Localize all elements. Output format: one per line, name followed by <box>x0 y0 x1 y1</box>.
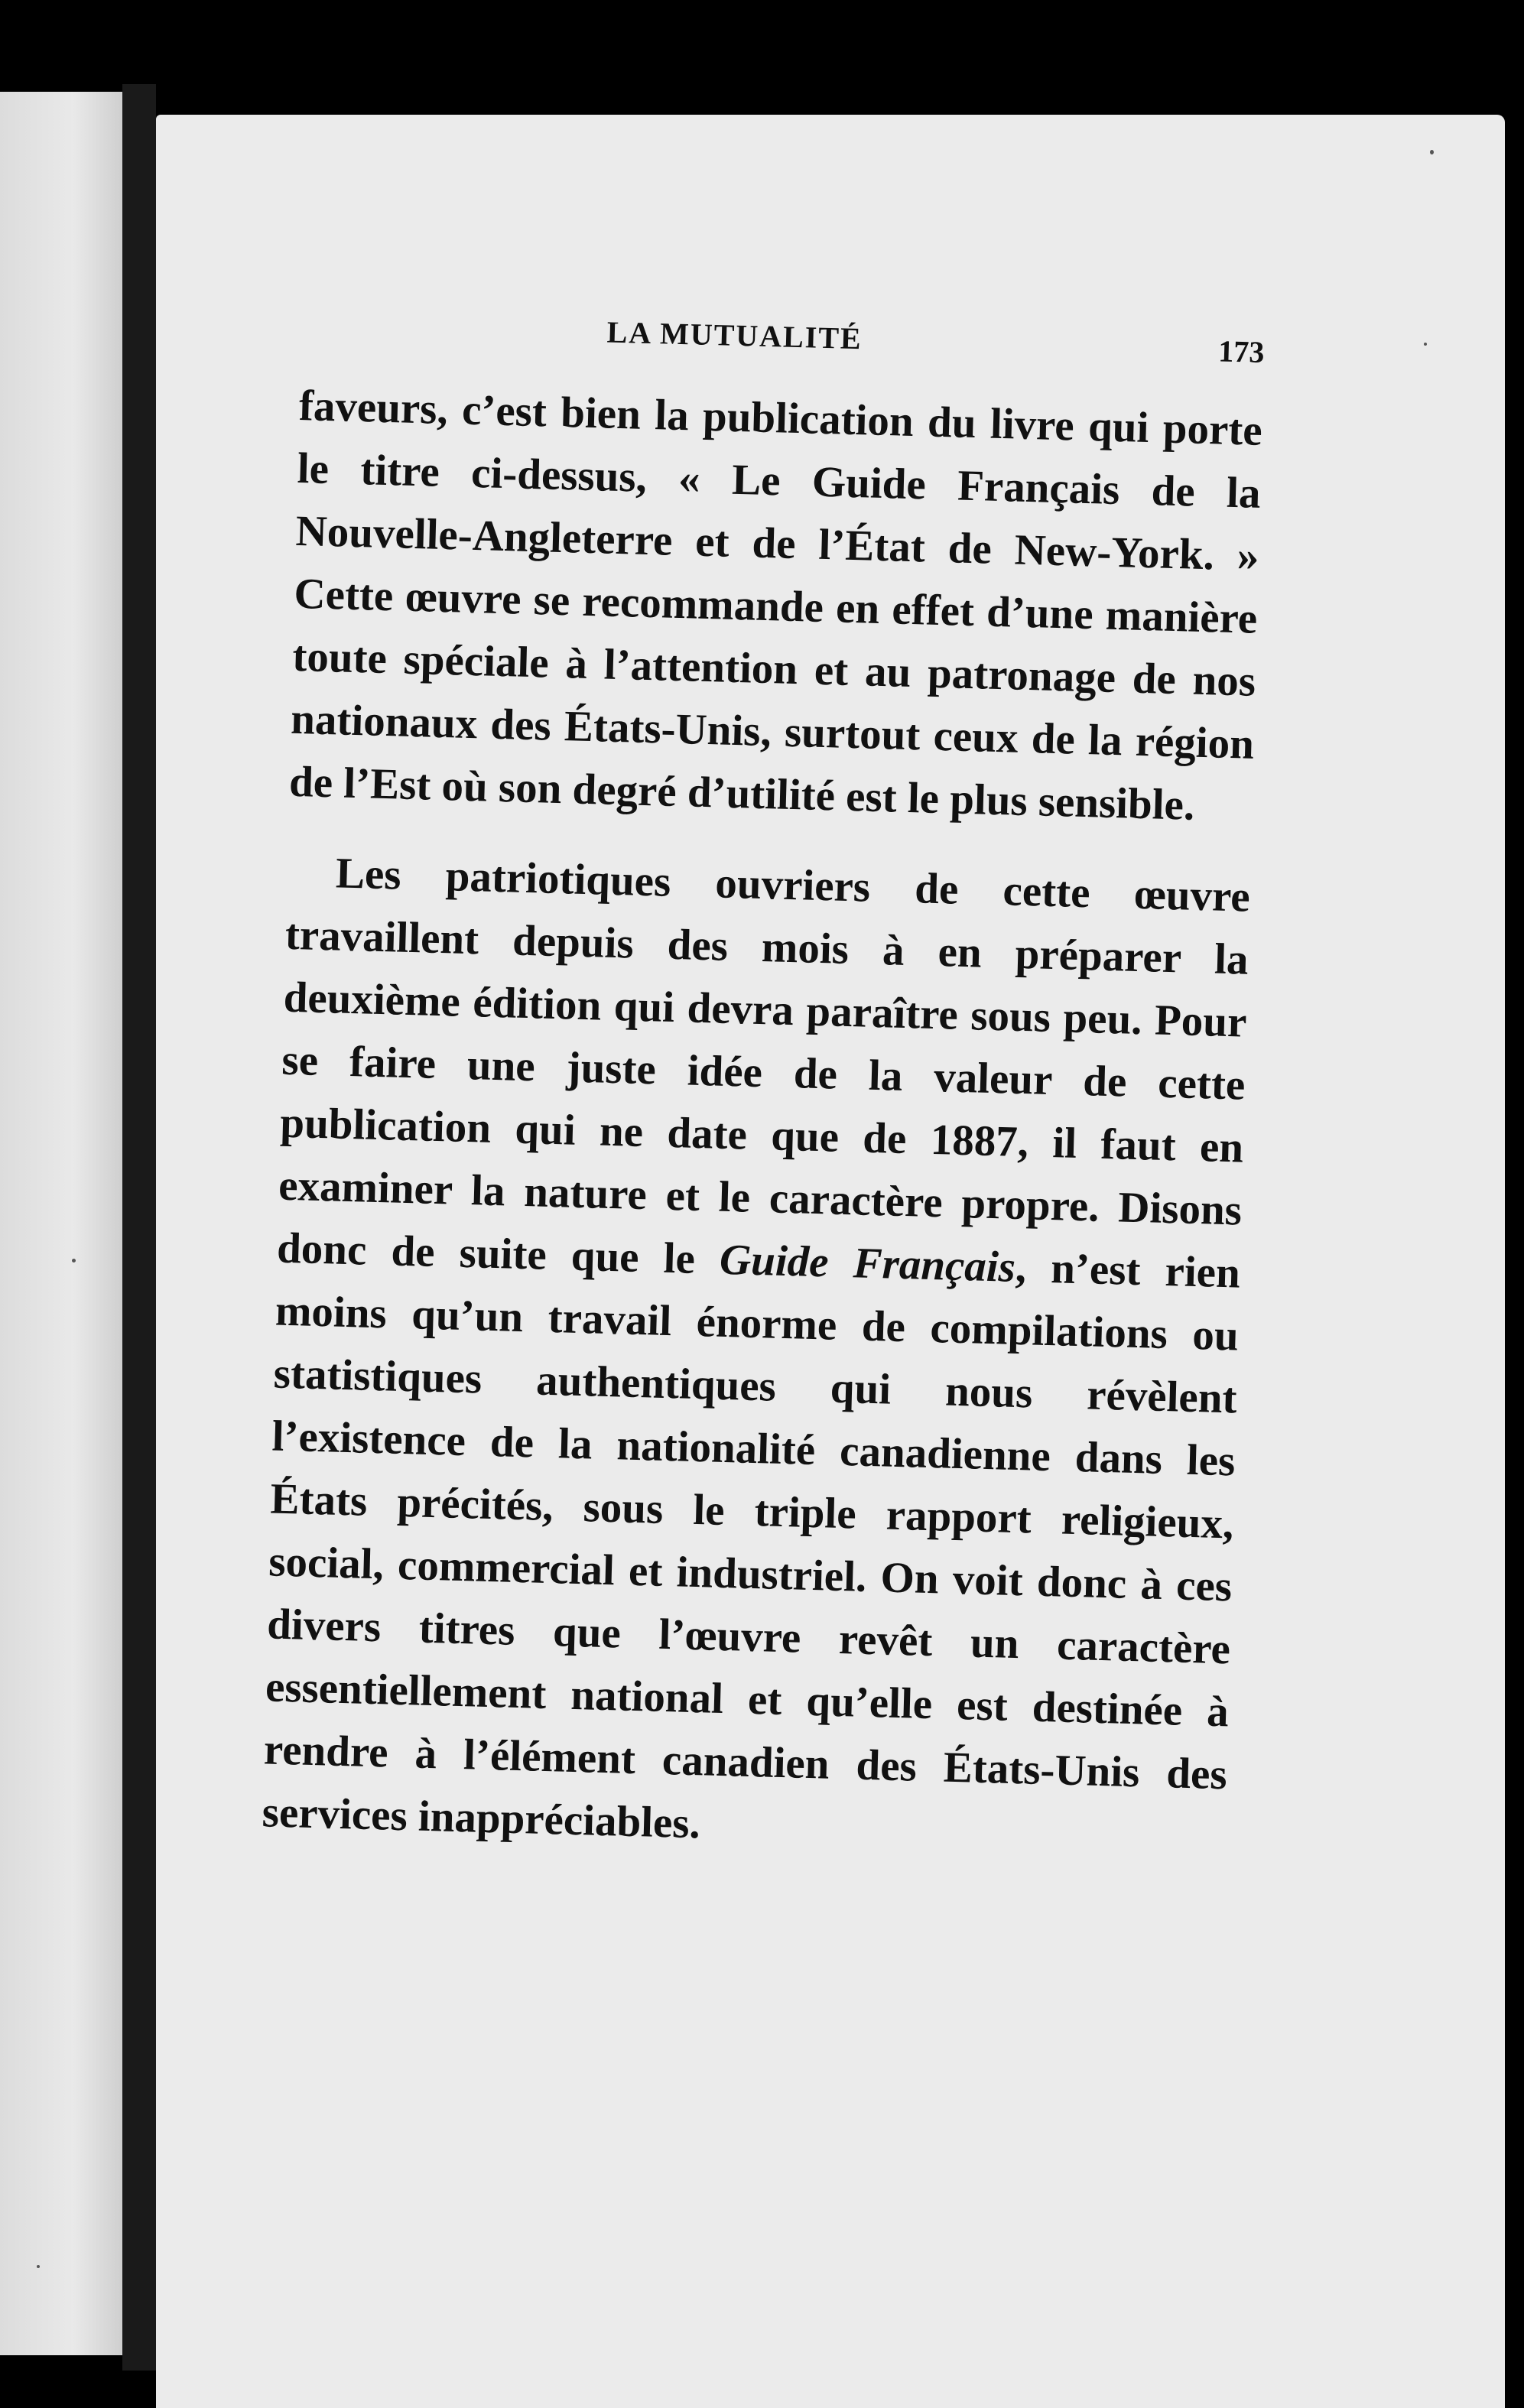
page-number: 173 <box>1217 333 1265 369</box>
dust-speck <box>1430 150 1434 154</box>
page-text-block <box>262 291 1266 1869</box>
dust-speck <box>1424 343 1427 346</box>
paragraph-2-text-end: , n’est rien moins qu’un travail énorme de compilations ou statistiques authentiques qui nous révèlent l’existence de la nationalité canadienne dans les États précités, sous le triple rapport religieux, social, commercial et industriel. On voit donc à ces divers titres que l’œuvre revêt un caractère essentiellement national et qu’elle est destinée à rendre à l’élément canadien des États-Unis des services inappréciables. <box>262 1243 1241 1848</box>
paragraph-2 <box>262 841 1251 1870</box>
running-title: LA MUTUALITÉ <box>606 314 863 356</box>
left-page-edge <box>0 92 122 2355</box>
book-title-italic: Guide Français <box>719 1235 1016 1292</box>
dust-speck <box>72 1259 76 1262</box>
book-spine <box>122 84 156 2371</box>
dust-speck <box>37 2265 40 2268</box>
paragraph-1: faveurs, c’est bien la publication du livre qui porte le titre ci-dessus, « Le Guide Français de la Nouvelle-Angleterre et de l’État de New-York. » Cette œuvre se recommande en effet d’une manière toute spéciale à l’attention et au patronage de nos nationaux des États-Unis, surtout ceux de la région de l’Est où son degré d’utilité est le plus sensible. <box>288 381 1263 830</box>
paragraph-2-text-start: Les patriotiques ouvriers de cette œuvre travaillent depuis des mois à en préparer la deuxième édition qui devra paraître sous peu. Pour se faire une juste idée de la valeur de cette publication qui ne date que de 1887, il faut en examiner la nature et le caractère propre. Disons donc de suite que le <box>276 849 1251 1284</box>
